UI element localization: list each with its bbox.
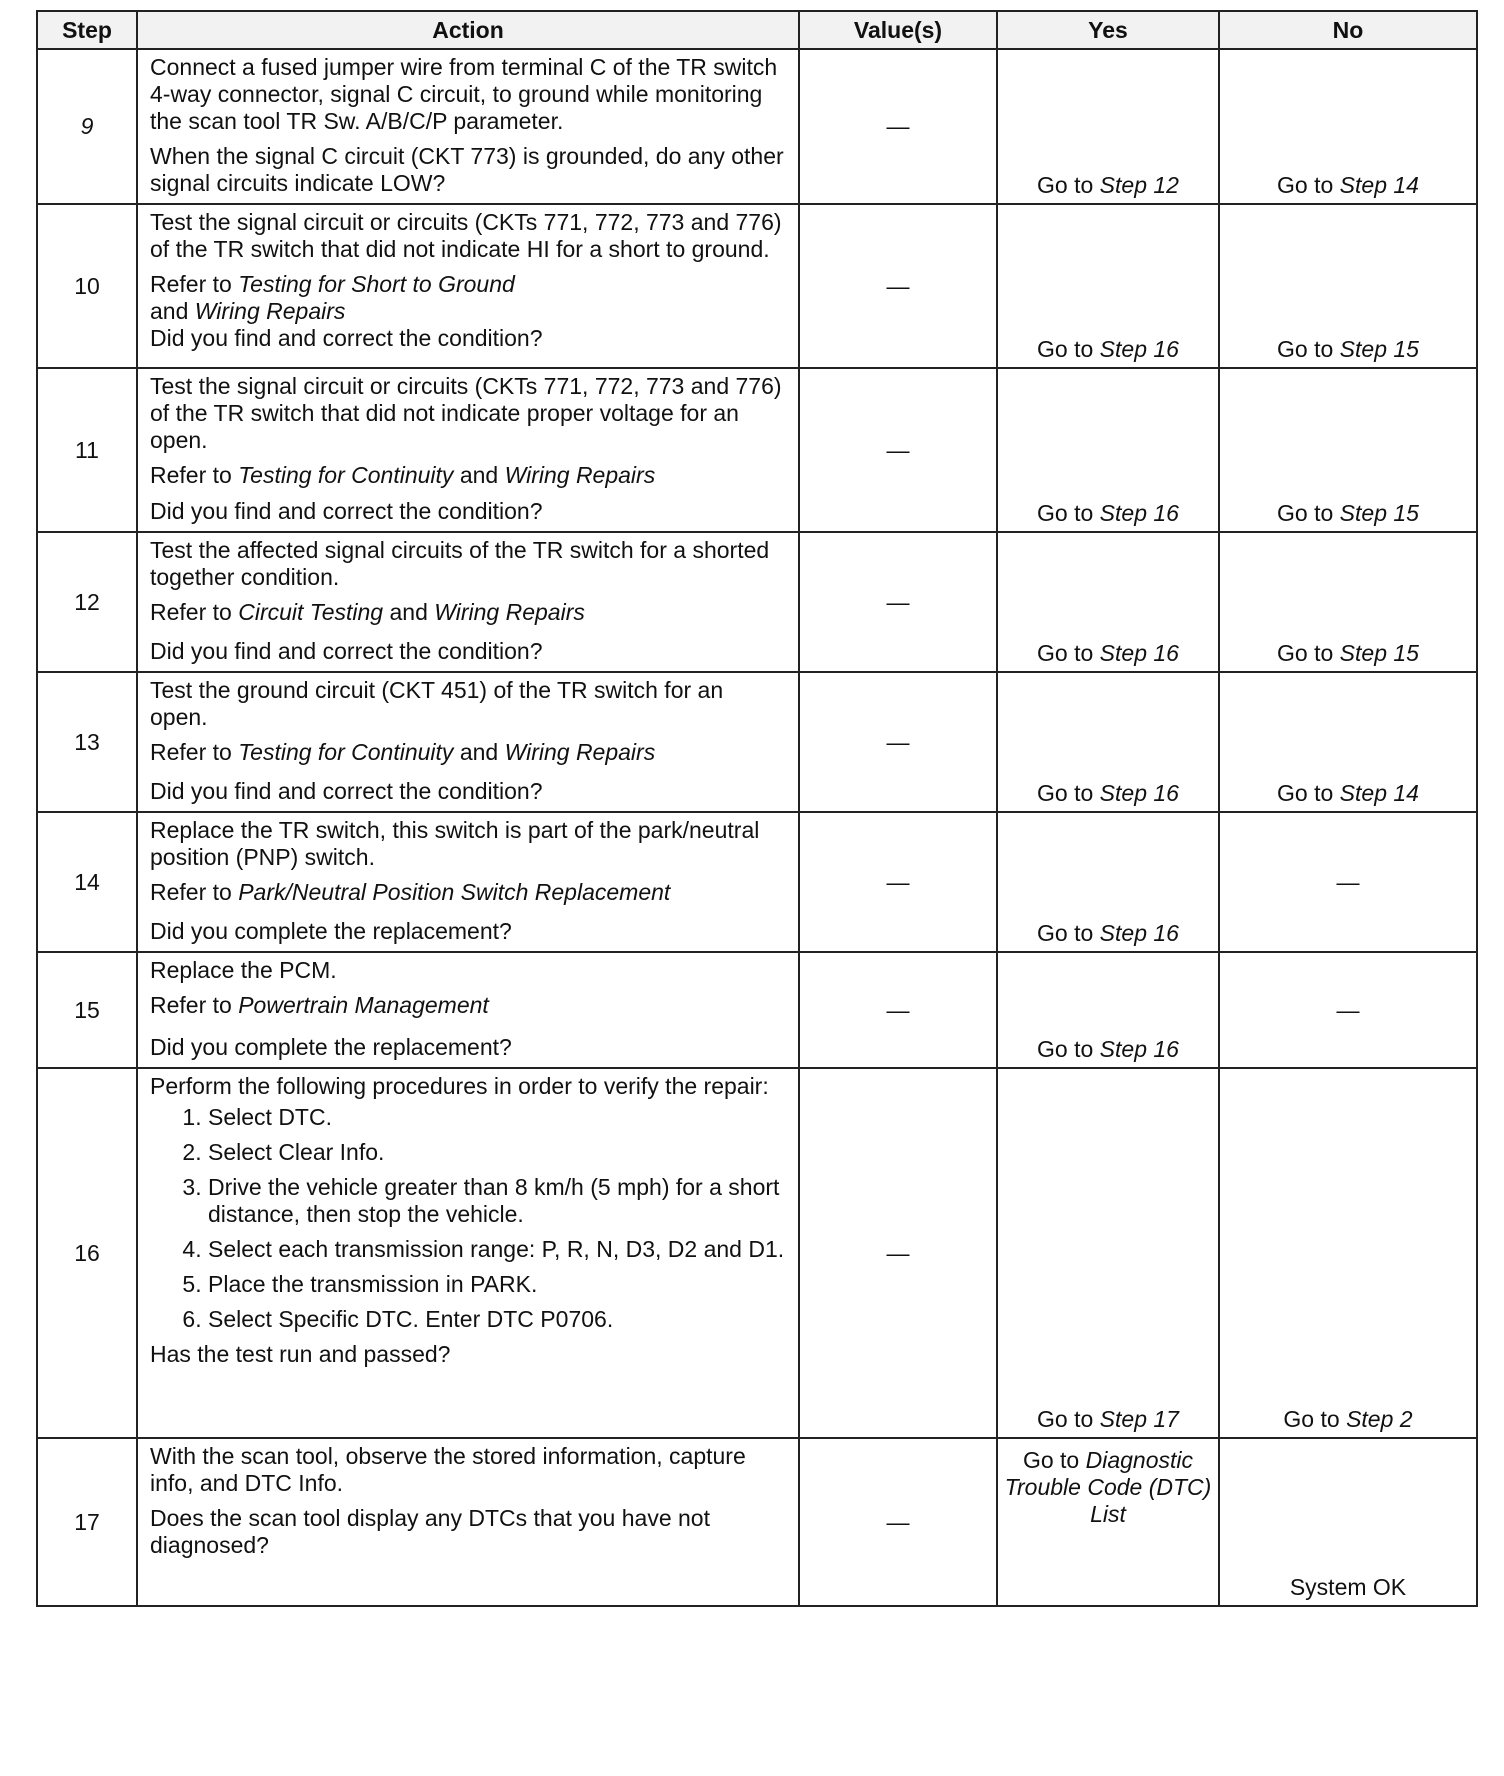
action-question: When the signal C circuit (CKT 773) is grounded, do any other signal circuits indicate LOW? xyxy=(150,143,784,196)
no-cell: Go to Step 15 xyxy=(1219,204,1477,368)
value-dash: — xyxy=(799,952,997,1068)
table-row xyxy=(37,368,1477,532)
action-question: Did you complete the replacement? xyxy=(150,918,512,944)
action-refer: Refer to Testing for Continuity and Wiring Repairs xyxy=(150,739,656,765)
yes-step[interactable]: 16 xyxy=(1153,1036,1179,1062)
yes-cell xyxy=(997,1438,1219,1606)
step-number: 12 xyxy=(37,532,137,672)
yes-step[interactable]: 12 xyxy=(1153,172,1179,198)
no-step[interactable]: 15 xyxy=(1393,500,1419,526)
no-cell: Go to Step 15 xyxy=(1219,532,1477,672)
yes-cell: Go to Step 16 xyxy=(997,532,1219,672)
value-dash: — xyxy=(799,532,997,672)
system-ok: System OK xyxy=(1289,1574,1407,1600)
action-text: Replace the TR switch, this switch is part of the park/neutral position (PNP) switch. xyxy=(150,817,760,870)
step-number: 14 xyxy=(37,812,137,952)
yes-cell: Go to Step 16 xyxy=(997,812,1219,952)
step-number: 9 xyxy=(37,49,137,204)
action-refer: Refer to Powertrain Management xyxy=(150,992,489,1018)
step-number: 11 xyxy=(37,368,137,532)
list-item: 3. Drive the vehicle greater than 8 km/h (5 mph) for a short distance, then stop the vehicle. xyxy=(208,1174,786,1228)
yes-cell: Go to Step 17 xyxy=(997,1068,1219,1438)
list-item: 4. Select each transmission range: P, R, N, D3, D2 and D1. xyxy=(208,1236,786,1263)
no-cell: Go to Step 2 xyxy=(1219,1068,1477,1438)
yes-cell: Go to Step 16 xyxy=(997,368,1219,532)
no-step[interactable]: 15 xyxy=(1393,336,1419,362)
yes-cell: Go to Step 16 xyxy=(997,952,1219,1068)
table-row xyxy=(37,49,1477,204)
action-text: Replace the PCM. xyxy=(150,957,337,983)
step-number: 10 xyxy=(37,204,137,368)
action-refer: Refer to Park/Neutral Position Switch Replacement xyxy=(150,879,671,905)
step-number: 17 xyxy=(37,1438,137,1606)
step-number: 16 xyxy=(37,1068,137,1438)
no-cell: Go to Step 14 xyxy=(1219,672,1477,812)
action-text: Perform the following procedures in order to verify the repair: xyxy=(150,1073,769,1099)
list-item: 6. Select Specific DTC. Enter DTC P0706. xyxy=(208,1306,786,1333)
action-text: Test the signal circuit or circuits (CKTs 771, 772, 773 and 776) of the TR switch that did not indicate proper voltage for an open. xyxy=(150,373,782,453)
value-dash: — xyxy=(799,1438,997,1606)
value-dash: — xyxy=(799,672,997,812)
action-question: Did you find and correct the condition? xyxy=(150,778,543,804)
list-item: 5. Place the transmission in PARK. xyxy=(208,1271,786,1298)
action-question: Did you find and correct the condition? xyxy=(150,498,543,524)
no-step[interactable]: 15 xyxy=(1393,640,1419,666)
no-step[interactable]: 14 xyxy=(1393,780,1419,806)
action-question: Does the scan tool display any DTCs that you have not diagnosed? xyxy=(150,1505,710,1558)
table-row xyxy=(37,204,1477,368)
value-dash: — xyxy=(799,49,997,204)
table-row xyxy=(37,672,1477,812)
no-cell xyxy=(1219,1438,1477,1606)
header-values: Value(s) xyxy=(799,11,997,49)
yes-step[interactable]: 16 xyxy=(1153,920,1179,946)
action-cell xyxy=(137,532,799,672)
yes-cell: Go to Step 16 xyxy=(997,204,1219,368)
yes-step[interactable]: 16 xyxy=(1153,780,1179,806)
table-row xyxy=(37,532,1477,672)
action-cell xyxy=(137,204,799,368)
yes-link[interactable]: Go to Diagnostic Trouble Code (DTC) List xyxy=(1004,1447,1212,1527)
no-step[interactable]: 2 xyxy=(1399,1406,1413,1432)
action-text: Test the affected signal circuits of the TR switch for a shorted together condition. xyxy=(150,537,770,590)
no-cell: Go to Step 15 xyxy=(1219,368,1477,532)
action-cell xyxy=(137,1438,799,1606)
action-refer: Refer to Circuit Testing and Wiring Repairs xyxy=(150,599,585,625)
yes-cell: Go to Step 12 xyxy=(997,49,1219,204)
header-row xyxy=(37,11,1477,49)
value-dash: — xyxy=(799,368,997,532)
diagnostic-table xyxy=(36,10,1478,1607)
yes-step[interactable]: 16 xyxy=(1153,500,1179,526)
action-refer-2: and Wiring Repairs xyxy=(150,298,346,324)
no-step[interactable]: 14 xyxy=(1393,172,1419,198)
action-question: Did you complete the replacement? xyxy=(150,1034,512,1060)
header-action: Action xyxy=(137,11,799,49)
action-text: Test the signal circuit or circuits (CKTs 771, 772, 773 and 776) of the TR switch that did not indicate HI for a short to ground. xyxy=(150,209,782,262)
step-number: 13 xyxy=(37,672,137,812)
value-dash: — xyxy=(799,1068,997,1438)
header-step: Step xyxy=(37,11,137,49)
header-no: No xyxy=(1219,11,1477,49)
value-dash: — xyxy=(799,204,997,368)
header-yes: Yes xyxy=(997,11,1219,49)
yes-step[interactable]: 16 xyxy=(1153,336,1179,362)
action-refer: Refer to Testing for Short to Ground xyxy=(150,271,515,297)
action-text: With the scan tool, observe the stored information, capture info, and DTC Info. xyxy=(150,1443,746,1496)
step-number: 15 xyxy=(37,952,137,1068)
action-cell xyxy=(137,1068,799,1438)
table-row xyxy=(37,812,1477,952)
table-row xyxy=(37,1068,1477,1438)
action-refer: Refer to Testing for Continuity and Wiring Repairs xyxy=(150,462,656,488)
action-cell xyxy=(137,952,799,1068)
no-cell: Go to Step 14 xyxy=(1219,49,1477,204)
action-text: Connect a fused jumper wire from terminal C of the TR switch 4-way connector, signal C circuit, to ground while monitoring the scan tool TR Sw. A/B/C/P parameter. xyxy=(150,54,778,134)
yes-step[interactable]: 17 xyxy=(1153,1406,1179,1432)
no-dash: — xyxy=(1219,952,1477,1068)
yes-cell: Go to Step 16 xyxy=(997,672,1219,812)
list-item: 2. Select Clear Info. xyxy=(208,1139,786,1166)
action-cell xyxy=(137,812,799,952)
procedure-list xyxy=(150,1104,786,1333)
action-question: Did you find and correct the condition? xyxy=(150,638,543,664)
value-dash: — xyxy=(799,812,997,952)
action-question: Did you find and correct the condition? xyxy=(150,325,543,351)
action-text: Test the ground circuit (CKT 451) of the TR switch for an open. xyxy=(150,677,724,730)
action-cell xyxy=(137,49,799,204)
yes-step[interactable]: 16 xyxy=(1153,640,1179,666)
table-row xyxy=(37,1438,1477,1606)
action-question: Has the test run and passed? xyxy=(150,1341,451,1367)
action-cell xyxy=(137,672,799,812)
table-row xyxy=(37,952,1477,1068)
action-cell xyxy=(137,368,799,532)
list-item: 1. Select DTC. xyxy=(208,1104,786,1131)
no-dash: — xyxy=(1219,812,1477,952)
